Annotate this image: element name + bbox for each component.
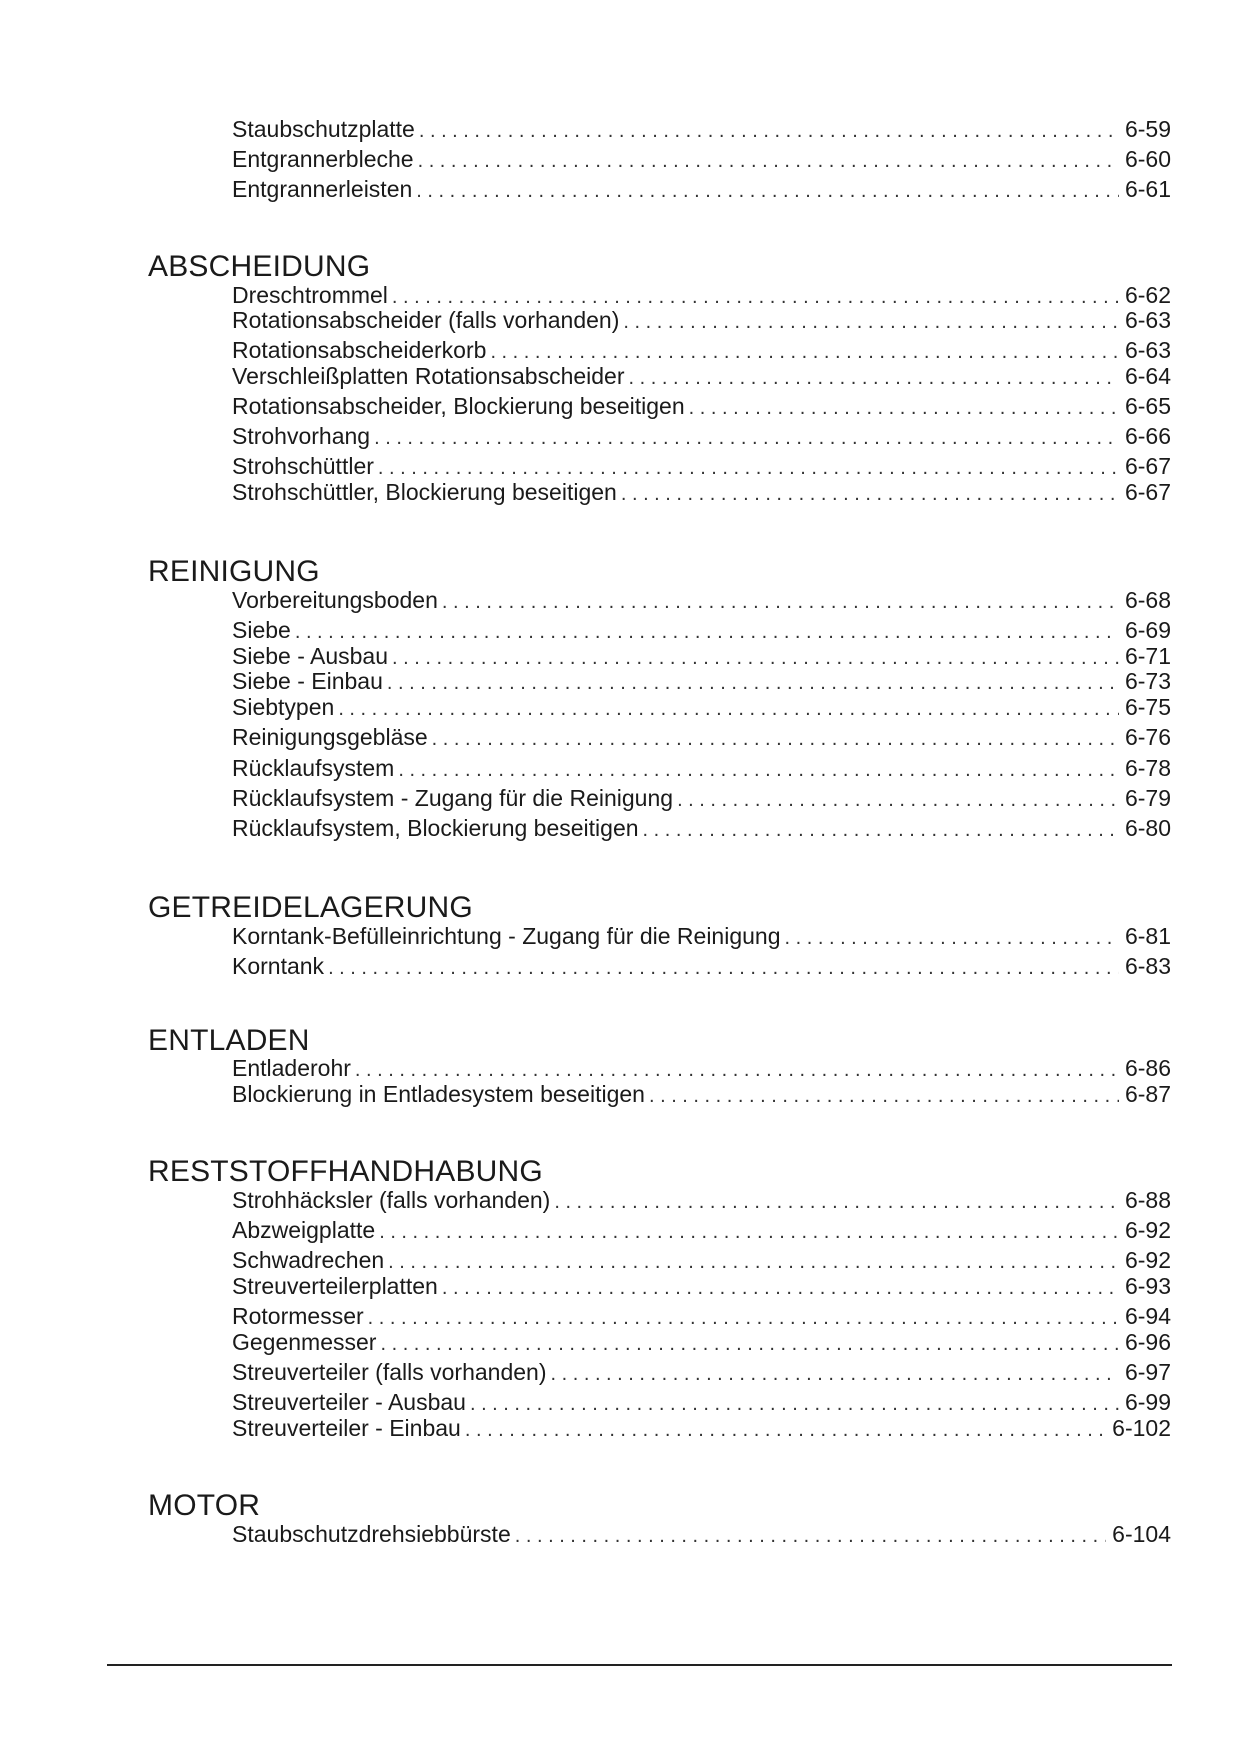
- toc-entry-label: Streuverteiler - Einbau: [232, 1415, 461, 1441]
- toc-entry-page: 6-81: [1124, 923, 1171, 949]
- toc-entry[interactable]: [232, 1247, 1171, 1276]
- dot-leader: [374, 425, 1119, 452]
- dot-leader: [689, 395, 1119, 422]
- toc-entry-label: Rücklaufsystem: [232, 755, 395, 781]
- toc-entry-label: Staubschutzdrehsiebbürste: [232, 1521, 511, 1547]
- toc-entry[interactable]: [232, 1273, 1171, 1302]
- toc-entry-page: 6-64: [1124, 363, 1171, 389]
- dot-leader: [387, 670, 1119, 697]
- toc-entry[interactable]: [232, 1081, 1171, 1110]
- dot-leader: [418, 148, 1119, 175]
- toc-entry-page: 6-92: [1124, 1247, 1171, 1273]
- toc-entry-label: Vorbereitungsboden: [232, 587, 438, 613]
- toc-entry-page: 6-66: [1124, 423, 1171, 449]
- toc-entry[interactable]: [232, 694, 1171, 723]
- toc-entry-page: 6-73: [1124, 668, 1171, 694]
- dot-leader: [379, 1219, 1119, 1246]
- toc-entry-page: 6-94: [1124, 1303, 1171, 1329]
- toc-entry-page: 6-75: [1124, 694, 1171, 720]
- dot-leader: [677, 787, 1119, 814]
- toc-entry-label: Schwadrechen: [232, 1247, 385, 1273]
- dot-leader: [378, 455, 1119, 482]
- toc-entry-page: 6-59: [1124, 116, 1171, 142]
- dot-leader: [388, 1249, 1119, 1276]
- toc-entry[interactable]: [232, 1359, 1171, 1388]
- toc-entry[interactable]: [232, 1329, 1171, 1358]
- toc-entry[interactable]: [232, 755, 1171, 784]
- toc-entry[interactable]: [232, 953, 1171, 982]
- toc-entry-label: Strohhäcksler (falls vorhanden): [232, 1187, 551, 1213]
- toc-entry[interactable]: [232, 1187, 1171, 1216]
- toc-entry-page: 6-86: [1124, 1055, 1171, 1081]
- toc-entry-label: Siebe - Einbau: [232, 668, 383, 694]
- toc-entry-page: 6-68: [1124, 587, 1171, 613]
- toc-entry[interactable]: [232, 1415, 1171, 1444]
- dot-leader: [465, 1417, 1106, 1444]
- toc-entry[interactable]: [232, 668, 1171, 697]
- toc-entry-page: 6-87: [1124, 1081, 1171, 1107]
- dot-leader: [398, 757, 1119, 784]
- toc-entry[interactable]: [232, 453, 1171, 482]
- toc-entry[interactable]: [232, 146, 1171, 175]
- toc-entry-label: Strohschüttler, Blockierung beseitigen: [232, 479, 617, 505]
- section-heading: ENTLADEN: [148, 1024, 310, 1057]
- toc-entry[interactable]: [232, 423, 1171, 452]
- toc-entry-label: Strohschüttler: [232, 453, 374, 479]
- toc-entry-label: Streuverteiler (falls vorhanden): [232, 1359, 547, 1385]
- toc-entry-label: Entgrannerleisten: [232, 176, 413, 202]
- toc-entry-page: 6-69: [1124, 617, 1171, 643]
- toc-entry-label: Rücklaufsystem, Blockierung beseitigen: [232, 815, 639, 841]
- section-heading: REINIGUNG: [148, 555, 320, 588]
- toc-entry-label: Staubschutzplatte: [232, 116, 415, 142]
- toc-entry-page: 6-78: [1124, 755, 1171, 781]
- dot-leader: [419, 118, 1119, 145]
- dot-leader: [649, 1083, 1119, 1110]
- dot-leader: [338, 696, 1119, 723]
- toc-entry-label: Siebe: [232, 617, 291, 643]
- toc-entry-label: Rücklaufsystem - Zugang für die Reinigung: [232, 785, 674, 811]
- toc-entry[interactable]: [232, 393, 1171, 422]
- toc-entry-label: Blockierung in Entladesystem beseitigen: [232, 1081, 645, 1107]
- toc-entry-page: 6-93: [1124, 1273, 1171, 1299]
- toc-entry-page: 6-61: [1124, 176, 1171, 202]
- toc-entry-page: 6-88: [1124, 1187, 1171, 1213]
- toc-entry-label: Streuverteiler - Ausbau: [232, 1389, 466, 1415]
- toc-entry-label: Siebe - Ausbau: [232, 643, 389, 669]
- dot-leader: [442, 1275, 1119, 1302]
- toc-entry[interactable]: [232, 116, 1171, 145]
- toc-entry-label: Entgrannerbleche: [232, 146, 414, 172]
- dot-leader: [785, 925, 1119, 952]
- toc-entry[interactable]: [232, 1389, 1171, 1418]
- dot-leader: [550, 1361, 1118, 1388]
- dot-leader: [470, 1391, 1119, 1418]
- toc-entry-label: Rotationsabscheider, Blockierung beseitigen: [232, 393, 685, 419]
- toc-entry-label: Rotationsabscheider (falls vorhanden): [232, 307, 620, 333]
- toc-entry-page: 6-67: [1124, 453, 1171, 479]
- dot-leader: [554, 1189, 1119, 1216]
- dot-leader: [328, 955, 1119, 982]
- dot-leader: [490, 339, 1119, 366]
- toc-entry-page: 6-62: [1124, 282, 1171, 308]
- toc-entry-label: Gegenmesser: [232, 1329, 377, 1355]
- toc-entry[interactable]: [232, 724, 1171, 753]
- toc-entry-page: 6-102: [1112, 1415, 1171, 1441]
- dot-leader: [442, 589, 1119, 616]
- section-heading: ABSCHEIDUNG: [148, 250, 371, 283]
- toc-entry-label: Rotormesser: [232, 1303, 364, 1329]
- toc-entry-page: 6-92: [1124, 1217, 1171, 1243]
- toc-entry-page: 6-79: [1124, 785, 1171, 811]
- toc-entry[interactable]: [232, 337, 1171, 366]
- toc-entry[interactable]: [232, 1055, 1171, 1084]
- toc-entry[interactable]: [232, 617, 1171, 646]
- toc-entry-page: 6-71: [1124, 643, 1171, 669]
- dot-leader: [295, 619, 1119, 646]
- toc-entry-page: 6-76: [1124, 724, 1171, 750]
- toc-entry[interactable]: [232, 176, 1171, 205]
- toc-entry-label: Korntank: [232, 953, 325, 979]
- toc-entry-label: Streuverteilerplatten: [232, 1273, 438, 1299]
- toc-entry-page: 6-65: [1124, 393, 1171, 419]
- toc-entry-page: 6-80: [1124, 815, 1171, 841]
- toc-entry-page: 6-104: [1112, 1521, 1171, 1547]
- toc-entry-label: Entladerohr: [232, 1055, 351, 1081]
- toc-entry[interactable]: [232, 479, 1171, 508]
- toc-entry-page: 6-96: [1124, 1329, 1171, 1355]
- dot-leader: [629, 365, 1119, 392]
- toc-entry-page: 6-99: [1124, 1389, 1171, 1415]
- toc-entry-label: Rotationsabscheiderkorb: [232, 337, 487, 363]
- toc-entry-page: 6-63: [1124, 307, 1171, 333]
- toc-entry-page: 6-97: [1124, 1359, 1171, 1385]
- toc-entry-page: 6-67: [1124, 479, 1171, 505]
- toc-entry-label: Abzweigplatte: [232, 1217, 376, 1243]
- toc-entry[interactable]: [232, 815, 1171, 844]
- dot-leader: [623, 309, 1119, 336]
- toc-entry-page: 6-83: [1124, 953, 1171, 979]
- dot-leader: [432, 726, 1119, 753]
- dot-leader: [380, 1331, 1118, 1358]
- toc-entry[interactable]: [232, 923, 1171, 952]
- toc-entry-page: 6-63: [1124, 337, 1171, 363]
- toc-entry-label: Strohvorhang: [232, 423, 371, 449]
- toc-entry[interactable]: [232, 785, 1171, 814]
- footer-divider: [107, 1664, 1172, 1666]
- dot-leader: [368, 1305, 1119, 1332]
- dot-leader: [515, 1523, 1106, 1550]
- toc-entry[interactable]: [232, 363, 1171, 392]
- dot-leader: [621, 481, 1119, 508]
- dot-leader: [416, 178, 1119, 205]
- toc-entry-label: Verschleißplatten Rotationsabscheider: [232, 363, 625, 389]
- toc-entry[interactable]: [232, 1217, 1171, 1246]
- dot-leader: [355, 1057, 1119, 1084]
- toc-entry-page: 6-60: [1124, 146, 1171, 172]
- toc-entry-label: Dreschtrommel: [232, 282, 388, 308]
- toc-entry-label: Reinigungsgebläse: [232, 724, 428, 750]
- toc-entry[interactable]: [232, 307, 1171, 336]
- section-heading: RESTSTOFFHANDHABUNG: [148, 1155, 543, 1188]
- toc-entry[interactable]: [232, 1521, 1171, 1550]
- section-heading: GETREIDELAGERUNG: [148, 891, 473, 924]
- toc-entry[interactable]: [232, 587, 1171, 616]
- toc-entry-label: Korntank-Befülleinrichtung - Zugang für die Reinigung: [232, 923, 781, 949]
- toc-entry[interactable]: [232, 1303, 1171, 1332]
- toc-entry-label: Siebtypen: [232, 694, 335, 720]
- dot-leader: [643, 817, 1119, 844]
- section-heading: MOTOR: [148, 1489, 261, 1522]
